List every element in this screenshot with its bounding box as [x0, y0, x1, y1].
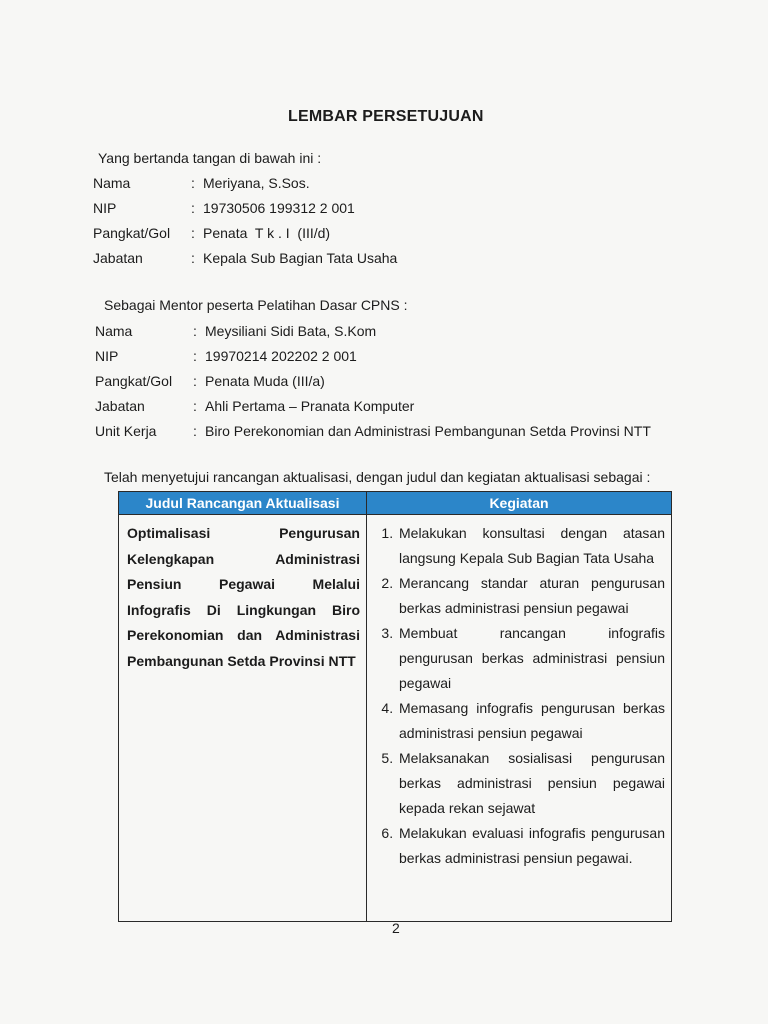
kegiatan-item: 3. Membuat rancangan infografis pengurusan berkas administrasi pensiun pegawai: [397, 621, 665, 696]
kegiatan-cell: [367, 515, 672, 922]
field-colon: :: [191, 200, 195, 216]
field-value: Meysiliani Sidi Bata, S.Kom: [205, 323, 377, 339]
field-value: Kepala Sub Bagian Tata Usaha: [203, 250, 398, 266]
mentor-intro: Sebagai Mentor peserta Pelatihan Dasar CPNS :: [104, 297, 408, 313]
kegiatan-item: 6. Melakukan evaluasi infografis pengurusan berkas administrasi pensiun pegawai.: [397, 821, 665, 871]
header-kegiatan: Kegiatan: [367, 492, 672, 515]
aktualisasi-table: [118, 491, 672, 922]
field-label: Pangkat/Gol: [93, 225, 171, 241]
field-label: Jabatan: [93, 250, 143, 266]
page-title: LEMBAR PERSETUJUAN: [288, 108, 484, 125]
field-value: Biro Perekonomian dan Administrasi Pembangunan Setda Provinsi NTT: [205, 423, 651, 439]
table-header-row: [119, 492, 672, 515]
field-label: Jabatan: [95, 398, 145, 414]
table-intro: Telah menyetujui rancangan aktualisasi, dengan judul dan kegiatan aktualisasi sebagai :: [104, 469, 651, 485]
page-number: 2: [392, 920, 400, 936]
table-row: [119, 515, 672, 922]
field-label: NIP: [93, 200, 117, 216]
field-colon: :: [193, 423, 197, 439]
judul-cell: Optimalisasi Pengurusan Kelengkapan Administrasi Pensiun Pegawai Melalui Infografis Di Lingkungan Biro Perekonomian dan Administrasi Pembangunan Setda Provinsi NTT: [119, 515, 367, 922]
field-value: Ahli Pertama – Pranata Komputer: [205, 398, 415, 414]
signer-intro: Yang bertanda tangan di bawah ini :: [98, 150, 322, 166]
header-judul: Judul Rancangan Aktualisasi: [119, 492, 367, 515]
field-colon: :: [193, 373, 197, 389]
field-label: Nama: [93, 175, 131, 191]
kegiatan-item: 1. Melakukan konsultasi dengan atasan langsung Kepala Sub Bagian Tata Usaha: [397, 521, 665, 571]
field-label: Unit Kerja: [95, 423, 157, 439]
field-label: NIP: [95, 348, 119, 364]
field-value: Penata Muda (III/a): [205, 373, 325, 389]
kegiatan-item: 5. Melaksanakan sosialisasi pengurusan berkas administrasi pensiun pegawai kepada rekan sejawat: [397, 746, 665, 821]
kegiatan-item: 2. Merancang standar aturan pengurusan berkas administrasi pensiun pegawai: [397, 571, 665, 621]
kegiatan-list: [375, 521, 665, 871]
field-colon: :: [191, 250, 195, 266]
field-colon: :: [193, 398, 197, 414]
field-value: Meriyana, S.Sos.: [203, 175, 310, 191]
kegiatan-item: 4. Memasang infografis pengurusan berkas administrasi pensiun pegawai: [397, 696, 665, 746]
field-value: 19970214 202202 2 001: [205, 348, 357, 364]
field-label: Pangkat/Gol: [95, 373, 173, 389]
field-colon: :: [191, 175, 195, 191]
field-colon: :: [191, 225, 195, 241]
field-value: 19730506 199312 2 001: [203, 200, 355, 216]
field-colon: :: [193, 323, 197, 339]
field-colon: :: [193, 348, 197, 364]
field-value: Penata T k . I (III/d): [203, 225, 331, 241]
field-label: Nama: [95, 323, 133, 339]
